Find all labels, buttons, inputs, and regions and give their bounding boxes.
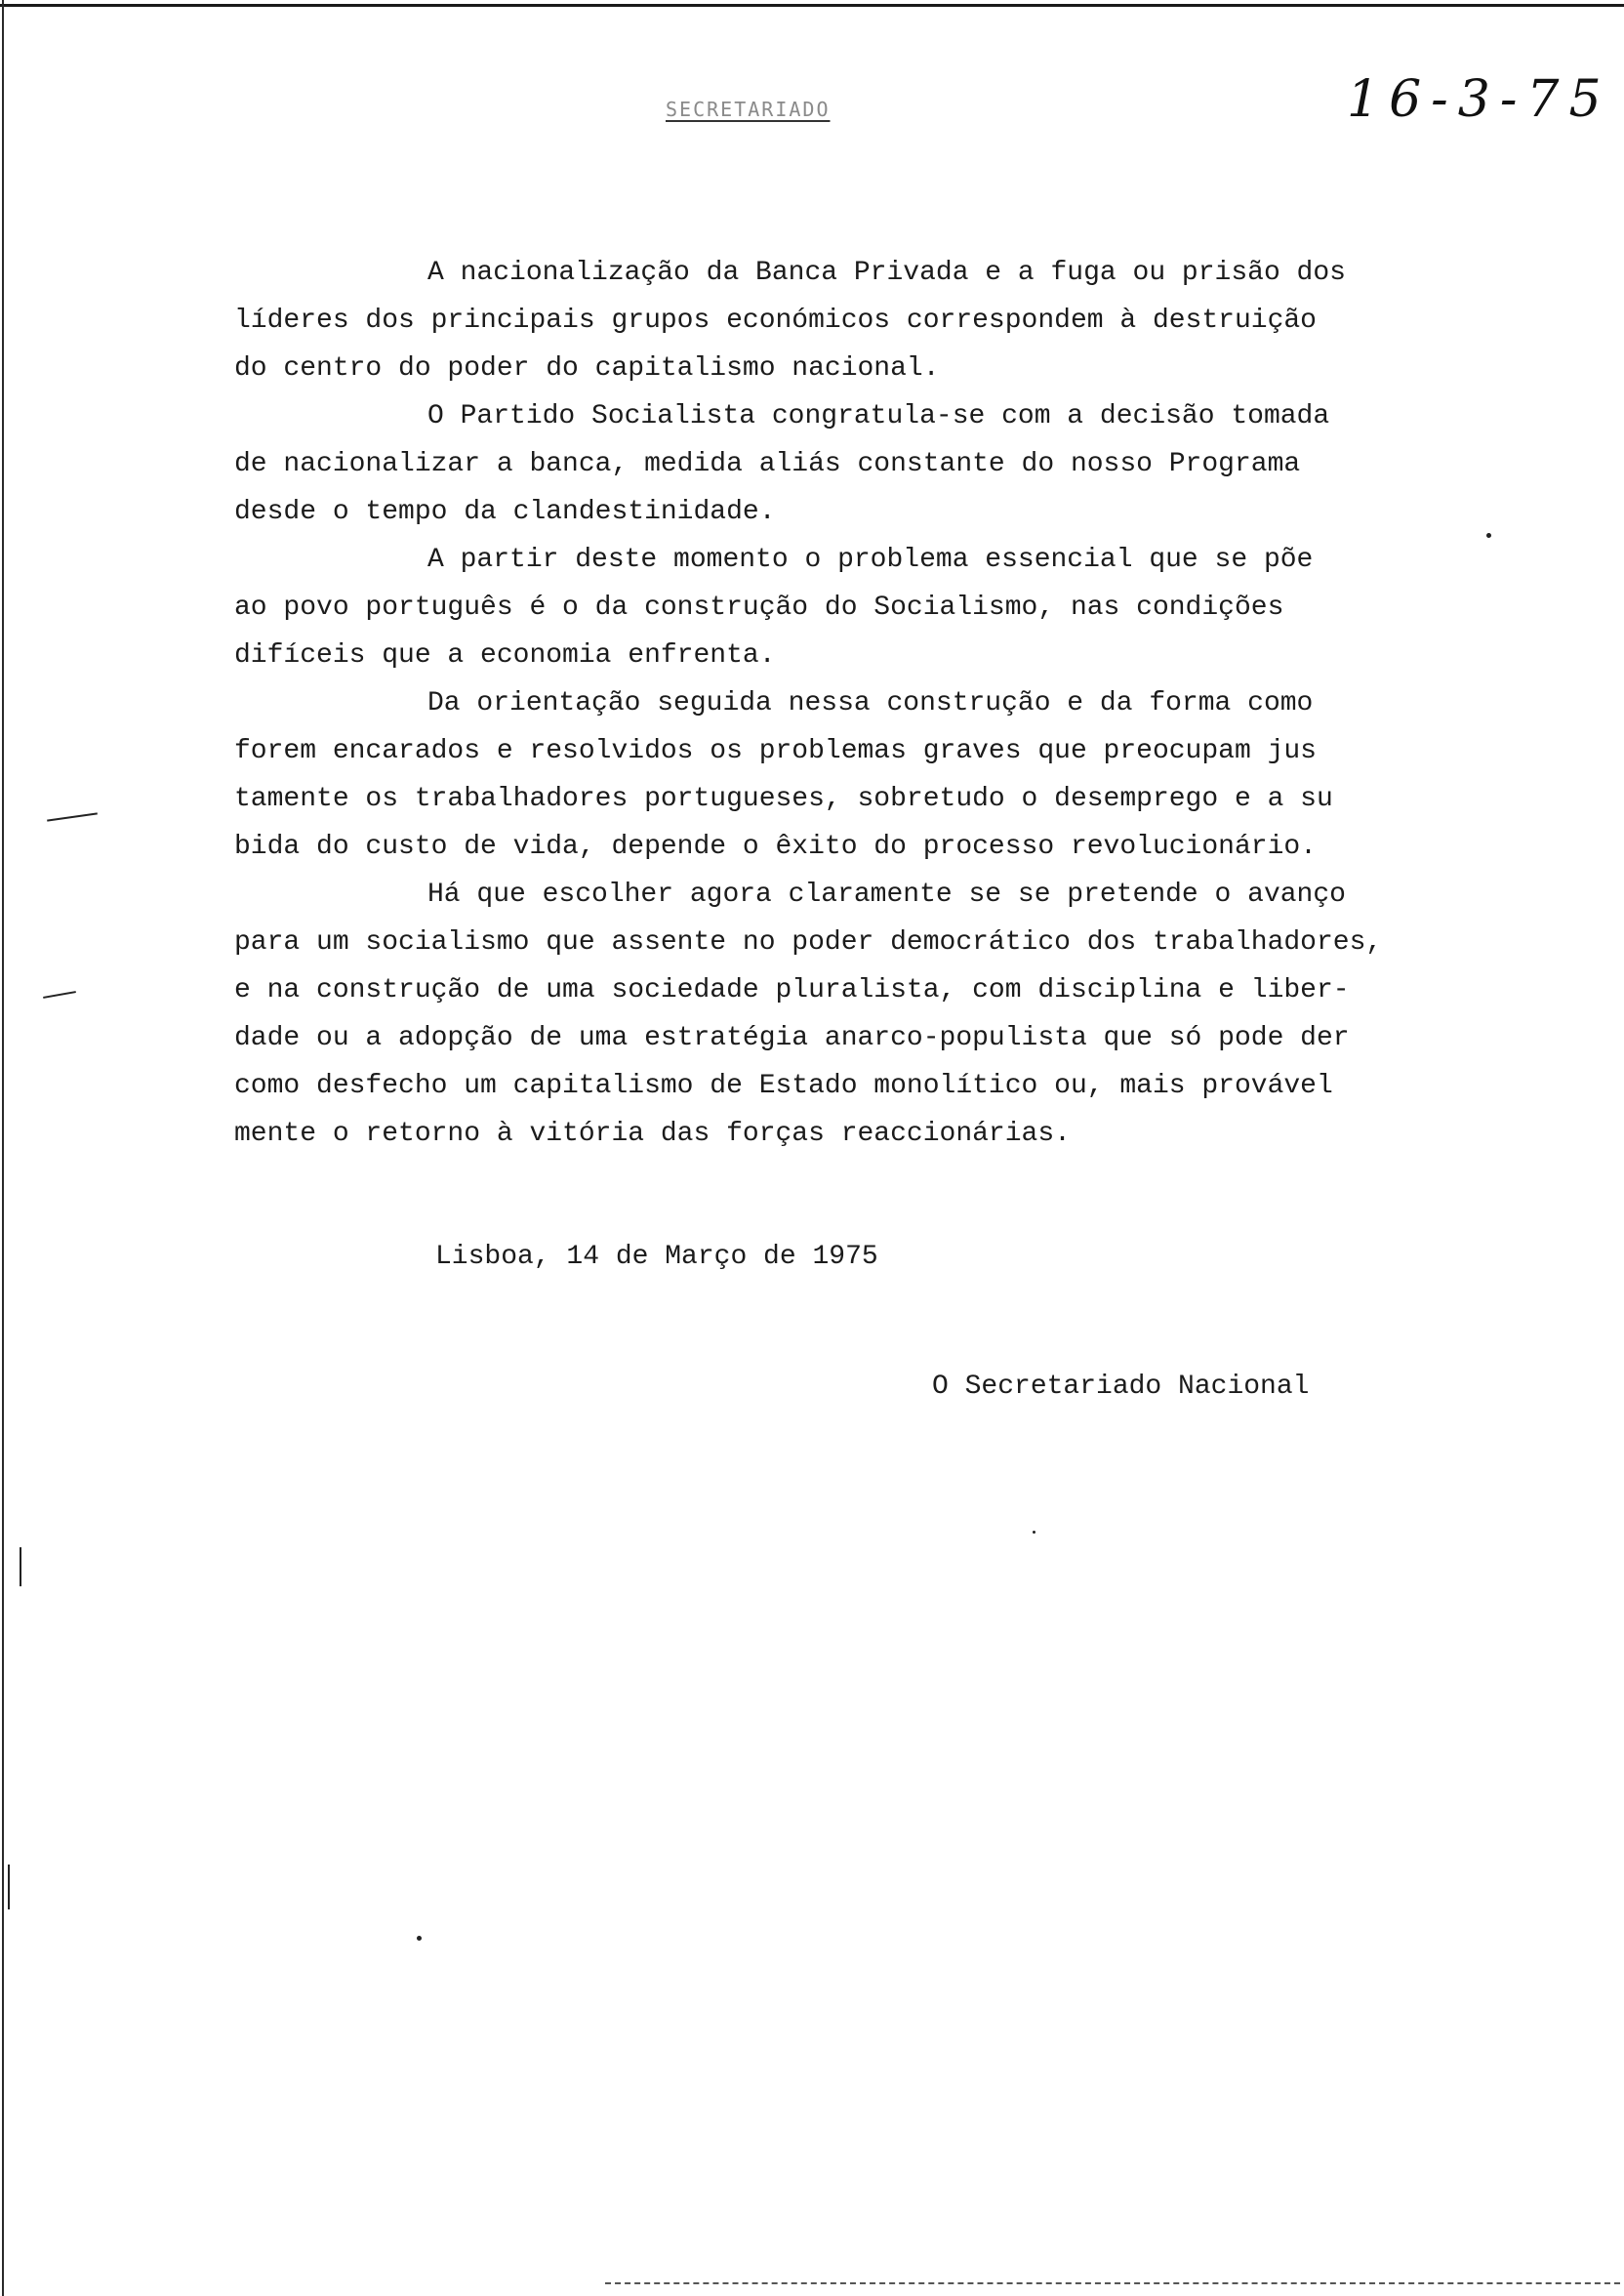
scan-left-edge xyxy=(2,0,4,2296)
scan-mark xyxy=(47,812,98,821)
paragraph-line: O Partido Socialista congratula-se com a decisão tomada xyxy=(427,401,1330,431)
paragraph-line: líderes dos principais grupos económicos correspondem à destruição xyxy=(234,306,1317,336)
paragraph-line: desde o tempo da clandestinidade. xyxy=(234,497,776,527)
paragraph-5 xyxy=(234,871,1464,1158)
scan-bottom-line xyxy=(605,2282,1620,2284)
paragraph-line: forem encarados e resolvidos os problemas graves que preocupam jus xyxy=(234,736,1317,766)
paragraph-2 xyxy=(234,392,1464,536)
paragraph-line: A nacionalização da Banca Privada e a fuga ou prisão dos xyxy=(427,258,1346,288)
place-date: Lisboa, 14 de Março de 1975 xyxy=(435,1242,878,1272)
paragraph-3 xyxy=(234,536,1464,679)
paragraph-line: Da orientação seguida nessa construção e da forma como xyxy=(427,688,1314,718)
scan-mark xyxy=(43,991,76,999)
paragraph-line: e na construção de uma sociedade pluralista, com disciplina e liber- xyxy=(234,975,1350,1005)
paragraph-line: mente o retorno à vitória das forças reaccionárias. xyxy=(234,1119,1071,1149)
signature: O Secretariado Nacional xyxy=(932,1372,1310,1402)
scan-dot xyxy=(1033,1531,1035,1534)
paragraph-line: Há que escolher agora claramente se se pretende o avanço xyxy=(427,880,1346,910)
paragraph-4 xyxy=(234,679,1464,871)
document-body xyxy=(234,249,1464,1158)
scan-mark xyxy=(8,1865,10,1909)
paragraph-line: de nacionalizar a banca, medida aliás constante do nosso Programa xyxy=(234,449,1301,479)
paragraph-1 xyxy=(234,249,1464,392)
header-label: SECRETARIADO xyxy=(666,98,831,121)
paragraph-line: do centro do poder do capitalismo nacional. xyxy=(234,353,940,384)
paragraph-line: como desfecho um capitalismo de Estado monolítico ou, mais provável xyxy=(234,1071,1333,1101)
paragraph-line: difíceis que a economia enfrenta. xyxy=(234,640,776,671)
scan-dot xyxy=(417,1936,422,1941)
scan-dot xyxy=(1486,533,1491,538)
paragraph-line: A partir deste momento o problema essencial que se põe xyxy=(427,545,1314,575)
scan-mark xyxy=(20,1547,21,1586)
paragraph-line: para um socialismo que assente no poder democrático dos trabalhadores, xyxy=(234,927,1383,958)
scan-top-edge xyxy=(0,4,1624,7)
paragraph-line: bida do custo de vida, depende o êxito do processo revolucionário. xyxy=(234,832,1317,862)
paragraph-line: tamente os trabalhadores portugueses, sobretudo o desemprego e a su xyxy=(234,784,1333,814)
paragraph-line: dade ou a adopção de uma estratégia anarco-populista que só pode der xyxy=(234,1023,1350,1053)
handwritten-reference: 16-3-75 xyxy=(1347,70,1611,129)
paragraph-line: ao povo português é o da construção do Socialismo, nas condições xyxy=(234,593,1284,623)
